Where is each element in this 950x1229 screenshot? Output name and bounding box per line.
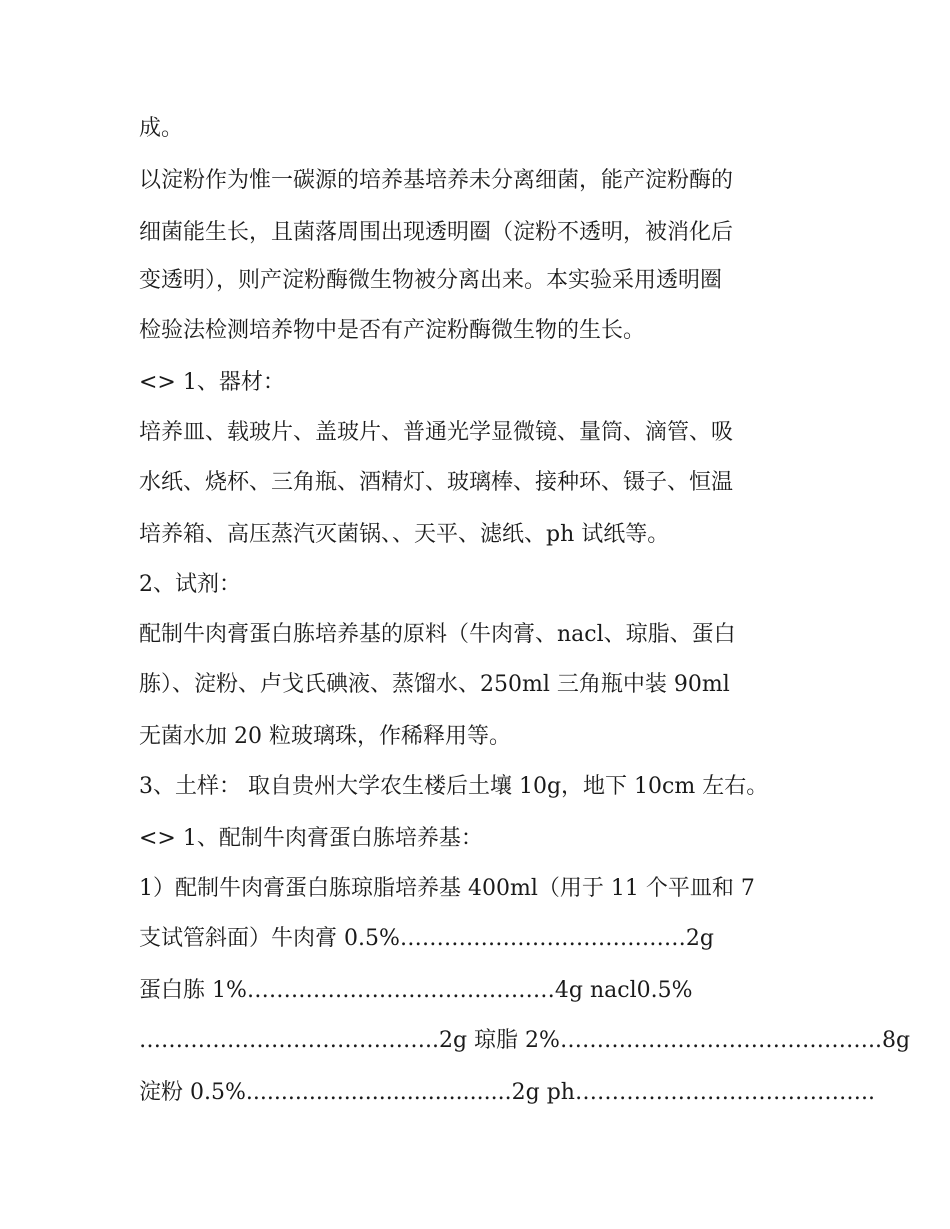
text-line-9: 培养箱、高压蒸汽灭菌锅、、天平、滤纸、ph 试纸等。 (139, 522, 670, 547)
text-line-20: 淀粉 0.5%......................................2g ph………………………………….. (139, 1080, 875, 1105)
text-line-5: 检验法检测培养物中是否有产淀粉酶微生物的生长。 (139, 318, 646, 343)
text-line-17: 支试管斜面）牛肉膏 0.5%…………………………………2g (139, 926, 714, 951)
text-line-1: 成。 (139, 116, 184, 141)
text-line-18: 蛋白胨 1%……………………………………4g nacl0.5% (139, 978, 693, 1003)
section-heading-equipment: <> 1、器材： (139, 370, 285, 395)
text-line-13: 无菌水加 20 粒玻璃珠，作稀释用等。 (139, 724, 511, 749)
text-line-8: 水纸、烧杯、三角瓶、酒精灯、玻璃棒、接种环、镊子、恒温 (139, 470, 734, 495)
text-line-16: 1）配制牛肉膏蛋白胨琼脂培养基 400ml（用于 11 个平皿和 7 (139, 876, 755, 901)
text-line-2: 以淀粉作为惟一碳源的培养基培养未分离细菌，能产淀粉酶的 (139, 168, 734, 193)
section-heading-reagents: 2、试剂： (139, 572, 241, 597)
text-line-3: 细菌能生长，且菌落周围出现透明圈（淀粉不透明，被消化后 (139, 220, 734, 245)
text-line-7: 培养皿、载玻片、盖玻片、普通光学显微镜、量筒、滴管、吸 (139, 420, 734, 445)
text-line-12: 胨）、淀粉、卢戈氏碘液、蒸馏水、250ml 三角瓶中装 90ml (139, 672, 730, 697)
text-line-19: …………………………………..2g 琼脂 2%……………………………………..8g (139, 1028, 911, 1053)
text-line-4: 变透明），则产淀粉酶微生物被分离出来。本实验采用透明圈 (139, 268, 723, 293)
section-heading-soil-sample: 3、土样： 取自贵州大学农生楼后土壤 10g，地下 10cm 左右。 (139, 774, 769, 799)
text-line-11: 配制牛肉膏蛋白胨培养基的原料（牛肉膏、nacl、琼脂、蛋白 (139, 622, 736, 647)
section-heading-medium-prep: <> 1、配制牛肉膏蛋白胨培养基： (139, 826, 483, 851)
